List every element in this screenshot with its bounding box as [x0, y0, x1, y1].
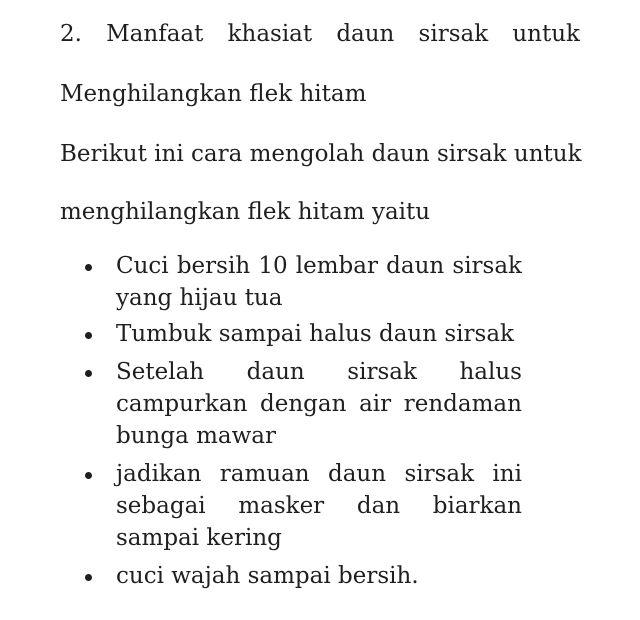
- bullet-icon: [85, 264, 92, 271]
- list-item-line: cuci wajah sampai bersih.: [116, 563, 419, 589]
- heading-number: 2.: [60, 21, 82, 47]
- list-item-line: sampai kering: [116, 525, 282, 551]
- heading-word: untuk: [512, 21, 580, 47]
- section-heading-line-2: Menghilangkan flek hitam: [60, 81, 367, 107]
- intro-text-line-1: Berikut ini cara mengolah daun sirsak untuk: [60, 141, 582, 167]
- bullet-icon: [85, 370, 92, 377]
- heading-word: Manfaat: [106, 21, 204, 47]
- list-item-line: sebagai masker dan biarkan: [116, 493, 522, 519]
- heading-word: daun: [336, 21, 395, 47]
- bullet-icon: [85, 332, 92, 339]
- list-item-line: Setelah daun sirsak halus: [116, 359, 522, 385]
- list-item-line: yang hijau tua: [116, 285, 283, 311]
- bullet-icon: [85, 472, 92, 479]
- list-item-line: Tumbuk sampai halus daun sirsak: [116, 321, 514, 347]
- heading-word: sirsak: [418, 21, 489, 47]
- list-item-line: jadikan ramuan daun sirsak ini: [116, 461, 522, 487]
- intro-text-line-2: menghilangkan flek hitam yaitu: [60, 199, 431, 225]
- list-item-line: campurkan dengan air rendaman: [116, 391, 522, 417]
- bullet-icon: [85, 574, 92, 581]
- list-item-line: bunga mawar: [116, 423, 277, 449]
- section-heading-line-1: [60, 19, 580, 49]
- heading-word: khasiat: [227, 21, 313, 47]
- list-item-line: Cuci bersih 10 lembar daun sirsak: [116, 253, 522, 279]
